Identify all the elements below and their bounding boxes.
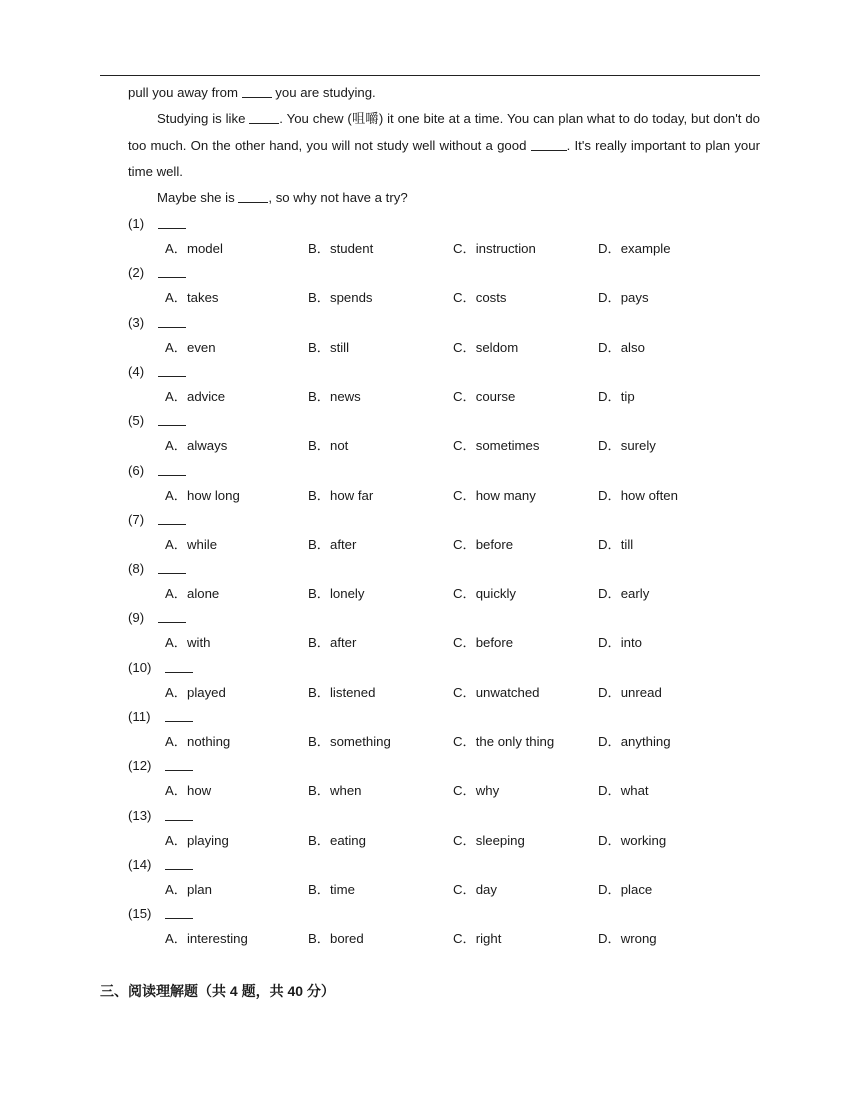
option-a[interactable]	[165, 930, 248, 948]
answer-blank	[158, 228, 186, 229]
option-letter: A．	[165, 783, 187, 799]
option-text: also	[620, 339, 645, 355]
option-letter: D．	[598, 684, 621, 700]
option-c[interactable]	[453, 536, 513, 554]
option-a[interactable]	[165, 536, 217, 554]
option-text: while	[186, 536, 218, 552]
option-text: nothing	[186, 734, 231, 749]
option-a[interactable]	[165, 832, 229, 850]
option-letter: B．	[308, 734, 330, 749]
option-letter: D．	[598, 536, 621, 552]
option-text: with	[186, 635, 211, 651]
option-letter: D．	[598, 290, 621, 306]
option-text: seldom	[475, 339, 519, 355]
section-points: 40	[287, 983, 304, 999]
option-letter: A．	[165, 241, 187, 256]
option-c[interactable]	[453, 289, 507, 307]
option-b[interactable]	[308, 832, 366, 850]
option-text: surely	[620, 438, 656, 454]
option-text: tip	[620, 388, 635, 404]
question-number: (5)	[128, 413, 145, 429]
option-letter: D．	[598, 783, 621, 799]
option-d[interactable]	[598, 782, 649, 800]
section-heading	[100, 981, 335, 1001]
question-item	[128, 412, 760, 461]
option-text: how many	[475, 487, 536, 503]
option-text: how long	[186, 487, 240, 503]
option-text: news	[329, 388, 361, 404]
option-text: wrong	[620, 931, 657, 947]
option-letter: B．	[308, 487, 330, 503]
option-text: pays	[620, 290, 649, 306]
section-mid: 题，共	[237, 983, 288, 999]
option-letter: B．	[308, 931, 330, 947]
option-letter: C．	[453, 388, 476, 404]
option-d[interactable]	[598, 832, 666, 850]
option-a[interactable]	[165, 634, 210, 652]
answer-blank	[165, 721, 193, 722]
option-letter: B．	[308, 684, 330, 700]
section-prefix: 三、阅读理解题（共	[100, 983, 230, 999]
option-c[interactable]	[453, 240, 536, 258]
option-letter: A．	[165, 339, 187, 355]
option-letter: C．	[453, 734, 476, 749]
question-item	[128, 511, 760, 560]
option-b[interactable]	[308, 339, 349, 357]
question-item	[128, 905, 760, 954]
option-c[interactable]	[453, 339, 518, 357]
question-number: (9)	[128, 610, 145, 626]
option-text: instruction	[475, 241, 536, 256]
option-letter: B．	[308, 241, 330, 256]
option-letter: C．	[453, 339, 476, 355]
option-text: what	[620, 783, 649, 799]
option-text: playing	[186, 832, 229, 848]
option-text: unread	[620, 684, 662, 700]
option-b[interactable]	[308, 930, 364, 948]
option-letter: C．	[453, 536, 476, 552]
answer-blank	[158, 277, 186, 278]
option-a[interactable]	[165, 388, 225, 406]
option-text: sleeping	[475, 832, 525, 848]
text-span: Maybe she is	[157, 190, 239, 205]
option-text: before	[475, 536, 514, 552]
option-text: bored	[329, 931, 364, 947]
option-text: eating	[329, 832, 366, 848]
option-text: sometimes	[475, 438, 540, 454]
answer-blank	[158, 425, 186, 426]
option-letter: A．	[165, 438, 187, 454]
question-number: (15)	[128, 906, 152, 922]
answer-blank	[165, 869, 193, 870]
option-letter: B．	[308, 438, 330, 454]
option-a[interactable]	[165, 585, 219, 603]
option-text: played	[186, 684, 226, 700]
option-b[interactable]	[308, 240, 373, 258]
option-a[interactable]	[165, 339, 216, 357]
option-d[interactable]	[598, 684, 662, 702]
option-letter: A．	[165, 290, 187, 306]
question-number: (12)	[128, 758, 152, 774]
text-span: pull you away from	[128, 85, 242, 100]
option-text: still	[329, 339, 350, 355]
question-number: (10)	[128, 659, 152, 675]
question-item	[128, 659, 760, 708]
answer-blank	[238, 190, 268, 203]
option-letter: B．	[308, 783, 330, 799]
option-letter: B．	[308, 832, 330, 848]
option-c[interactable]	[453, 388, 515, 406]
question-item	[128, 807, 760, 856]
option-c[interactable]	[453, 487, 536, 505]
option-letter: C．	[453, 684, 476, 700]
option-text: example	[620, 241, 671, 256]
option-c[interactable]	[453, 684, 540, 702]
question-number: (1)	[128, 216, 145, 231]
option-text: after	[329, 635, 357, 651]
option-letter: B．	[308, 881, 330, 897]
option-letter: C．	[453, 586, 476, 602]
question-item	[128, 264, 760, 313]
option-text: listened	[329, 684, 376, 700]
option-text: takes	[186, 290, 219, 306]
option-c[interactable]	[453, 782, 499, 800]
option-d[interactable]	[598, 487, 678, 505]
question-number: (7)	[128, 511, 145, 527]
option-c[interactable]	[453, 881, 497, 899]
option-b[interactable]	[308, 388, 361, 406]
option-letter: C．	[453, 241, 476, 256]
option-d[interactable]	[598, 536, 633, 554]
option-letter: A．	[165, 388, 187, 404]
answer-blank	[249, 111, 279, 124]
question-number: (3)	[128, 314, 145, 330]
answer-blank	[165, 770, 193, 771]
question-number: (4)	[128, 363, 145, 379]
option-letter: D．	[598, 881, 621, 897]
option-text: course	[475, 388, 516, 404]
option-text: costs	[475, 290, 507, 306]
option-letter: D．	[598, 931, 621, 947]
option-letter: A．	[165, 931, 187, 947]
option-text: when	[329, 783, 362, 799]
text-span: , so why not have a try?	[268, 190, 408, 205]
question-item	[128, 462, 760, 511]
option-letter: D．	[598, 586, 621, 602]
option-text: always	[186, 438, 228, 454]
option-text: quickly	[475, 586, 517, 602]
option-d[interactable]	[598, 437, 656, 455]
option-letter: C．	[453, 438, 476, 454]
answer-blank	[158, 622, 186, 623]
question-number: (11)	[128, 709, 151, 724]
option-text: time	[329, 881, 355, 897]
passage-paragraph-3	[128, 185, 760, 212]
option-b[interactable]	[308, 733, 391, 751]
text-span: Studying is like	[157, 111, 250, 126]
option-c[interactable]	[453, 437, 539, 455]
option-d[interactable]	[598, 240, 671, 258]
question-item	[128, 757, 760, 806]
answer-blank	[165, 672, 193, 673]
option-letter: B．	[308, 586, 330, 602]
option-text: into	[620, 635, 642, 651]
option-letter: A．	[165, 487, 187, 503]
option-letter: A．	[165, 635, 187, 651]
answer-blank	[242, 85, 272, 98]
question-item	[128, 856, 760, 905]
option-c[interactable]	[453, 733, 554, 751]
option-letter: B．	[308, 536, 330, 552]
option-letter: B．	[308, 635, 330, 651]
option-text: how far	[329, 487, 374, 503]
option-letter: D．	[598, 487, 621, 503]
option-text: interesting	[186, 931, 248, 947]
question-item	[128, 314, 760, 363]
option-d[interactable]	[598, 634, 642, 652]
option-text: till	[620, 536, 634, 552]
text-span: . It's really important to plan your time well.	[128, 137, 760, 179]
question-number: (2)	[128, 265, 145, 281]
option-letter: A．	[165, 684, 187, 700]
option-b[interactable]	[308, 782, 362, 800]
header-rule	[100, 75, 760, 76]
option-letter: A．	[165, 734, 187, 749]
option-b[interactable]	[308, 585, 364, 603]
option-b[interactable]	[308, 881, 355, 899]
option-text: place	[620, 881, 653, 897]
answer-blank	[158, 524, 186, 525]
option-text: model	[186, 241, 223, 256]
answer-blank	[158, 327, 186, 328]
answer-blank	[158, 376, 186, 377]
question-item	[128, 609, 760, 658]
option-text: why	[475, 783, 500, 799]
option-letter: C．	[453, 881, 476, 897]
question-item	[128, 560, 760, 609]
option-text: after	[329, 536, 357, 552]
text-span: . You chew (咀嚼) it one bite at a time. You can plan what to do today, but don't do too much. On the other hand, you will not study well without a good	[128, 111, 761, 153]
question-item	[128, 708, 760, 757]
option-text: spends	[329, 290, 373, 306]
answer-blank	[158, 573, 186, 574]
option-a[interactable]	[165, 487, 240, 505]
question-item	[128, 215, 760, 264]
option-d[interactable]	[598, 388, 635, 406]
section-count: 4	[229, 983, 238, 999]
option-text: even	[186, 339, 216, 355]
option-d[interactable]	[598, 733, 671, 751]
option-letter: A．	[165, 832, 187, 848]
text-span: you are studying.	[271, 85, 376, 100]
option-letter: C．	[453, 635, 476, 651]
option-text: lonely	[329, 586, 365, 602]
option-text: something	[329, 734, 391, 749]
option-b[interactable]	[308, 536, 356, 554]
option-letter: C．	[453, 290, 476, 306]
option-d[interactable]	[598, 881, 652, 899]
option-b[interactable]	[308, 487, 373, 505]
option-text: working	[620, 832, 667, 848]
option-c[interactable]	[453, 832, 525, 850]
option-b[interactable]	[308, 634, 356, 652]
option-text: before	[475, 635, 514, 651]
option-text: advice	[186, 388, 226, 404]
option-text: right	[475, 931, 502, 947]
option-letter: C．	[453, 832, 476, 848]
option-text: the only thing	[475, 734, 555, 749]
answer-blank	[165, 918, 193, 919]
option-text: how	[186, 783, 212, 799]
question-number: (14)	[128, 856, 152, 872]
option-a[interactable]	[165, 881, 212, 899]
option-c[interactable]	[453, 634, 513, 652]
option-a[interactable]	[165, 437, 227, 455]
option-letter: B．	[308, 339, 330, 355]
option-letter: B．	[308, 290, 330, 306]
option-letter: C．	[453, 931, 476, 947]
option-a[interactable]	[165, 240, 223, 258]
option-text: anything	[620, 734, 671, 749]
option-text: early	[620, 586, 650, 602]
option-letter: D．	[598, 339, 621, 355]
option-b[interactable]	[308, 684, 375, 702]
option-d[interactable]	[598, 339, 645, 357]
option-letter: D．	[598, 438, 621, 454]
question-number: (8)	[128, 561, 145, 577]
option-text: how often	[620, 487, 678, 503]
answer-blank	[158, 475, 186, 476]
passage-line-1	[128, 80, 760, 107]
passage-paragraph-2	[128, 106, 760, 186]
option-text: student	[329, 241, 374, 256]
option-a[interactable]	[165, 289, 219, 307]
option-text: day	[475, 881, 497, 897]
option-d[interactable]	[598, 930, 657, 948]
option-letter: D．	[598, 635, 621, 651]
option-c[interactable]	[453, 585, 516, 603]
option-text: unwatched	[475, 684, 540, 700]
option-letter: B．	[308, 388, 330, 404]
option-letter: D．	[598, 832, 621, 848]
option-letter: D．	[598, 241, 621, 256]
option-text: alone	[186, 586, 220, 602]
option-letter: D．	[598, 734, 621, 749]
answer-blank	[165, 820, 193, 821]
option-letter: C．	[453, 783, 476, 799]
option-a[interactable]	[165, 733, 230, 751]
option-text: not	[329, 438, 349, 454]
question-number: (13)	[128, 807, 152, 823]
option-a[interactable]	[165, 782, 211, 800]
option-c[interactable]	[453, 930, 501, 948]
option-b[interactable]	[308, 289, 373, 307]
option-letter: C．	[453, 487, 476, 503]
option-d[interactable]	[598, 585, 649, 603]
question-item	[128, 363, 760, 412]
option-a[interactable]	[165, 684, 226, 702]
option-letter: A．	[165, 881, 187, 897]
option-b[interactable]	[308, 437, 348, 455]
answer-blank	[531, 138, 567, 151]
option-text: plan	[186, 881, 212, 897]
option-d[interactable]	[598, 289, 649, 307]
option-letter: A．	[165, 586, 187, 602]
question-number: (6)	[128, 462, 145, 478]
option-letter: D．	[598, 388, 621, 404]
option-letter: A．	[165, 536, 187, 552]
section-suffix: 分）	[303, 983, 335, 999]
